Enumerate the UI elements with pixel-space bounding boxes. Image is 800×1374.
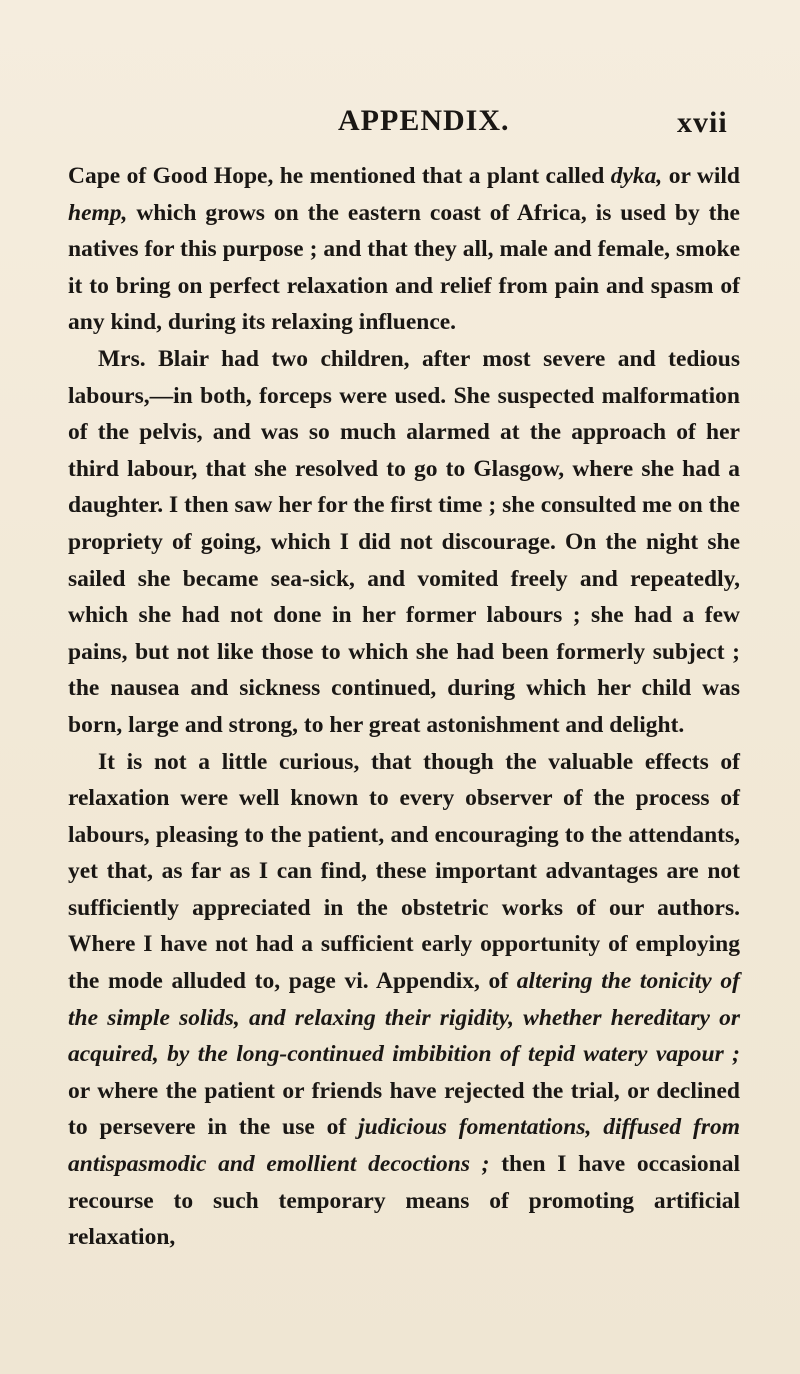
italic-phrase: altering the tonicity of the simple solids, and relaxing their rigidity, whether hereditary or acquired, by the long-continued imbibition of tepid watery vapour ; [68, 968, 740, 1068]
paragraph [68, 744, 740, 1256]
text-run: or wild [662, 163, 740, 189]
text-run: which grows on the eastern coast of Africa, is used by the natives for this purpose ; and that they all, male and female, smoke it to bring on perfect relaxation and relief from pain and spasm of any kind, during its relaxing influence. [68, 199, 740, 336]
body-text [68, 158, 740, 1256]
text-run: or where the patient or friends have rejected the trial, or declined to persevere in the use of [68, 1077, 740, 1141]
text-run: then I have occasional recourse to such temporary means of promoting artificial relaxation, [68, 1151, 740, 1251]
paragraph [68, 341, 740, 744]
text-run: Mrs. Blair had two children, after most severe and tedious labours,—in both, forceps were used. She suspected malformation of the pelvis, and was so much alarmed at the approach of her third labour, that she resolved to go to Glasgow, where she had a daughter. I then saw her for the first time ; she consulted me on the propriety of going, which I did not discourage. On the night she sailed she became sea-sick, and vomited freely and repeatedly, which she had not done in her former labours ; she had a few pains, but not like those to which she had been formerly subject ; the nausea and sickness continued, during which her child was born, large and strong, to her great astonishment and delight. [68, 345, 740, 738]
text-run: It is not a little curious, that though the valuable effects of relaxation were well known to every observer of the process of labours, pleasing to the patient, and encouraging to the attendants, yet that, as far as I can find, these important advantages are not sufficiently appreciated in the obstetric works of our authors. Where I have not had a sufficient early opportunity of employing the mode alluded to, page vi. Appendix, of [68, 748, 740, 995]
running-head [0, 104, 800, 144]
italic-term: dyka, [610, 163, 663, 189]
running-head-title: APPENDIX. [338, 104, 510, 137]
italic-term: hemp, [68, 199, 128, 226]
text-run: Cape of Good Hope, he mentioned that a plant called [68, 163, 611, 189]
page-number: xvii [677, 106, 728, 139]
paragraph [68, 158, 740, 341]
italic-phrase: judicious fomentations, diffused from antispasmodic and emollient decoctions ; [68, 1114, 740, 1178]
